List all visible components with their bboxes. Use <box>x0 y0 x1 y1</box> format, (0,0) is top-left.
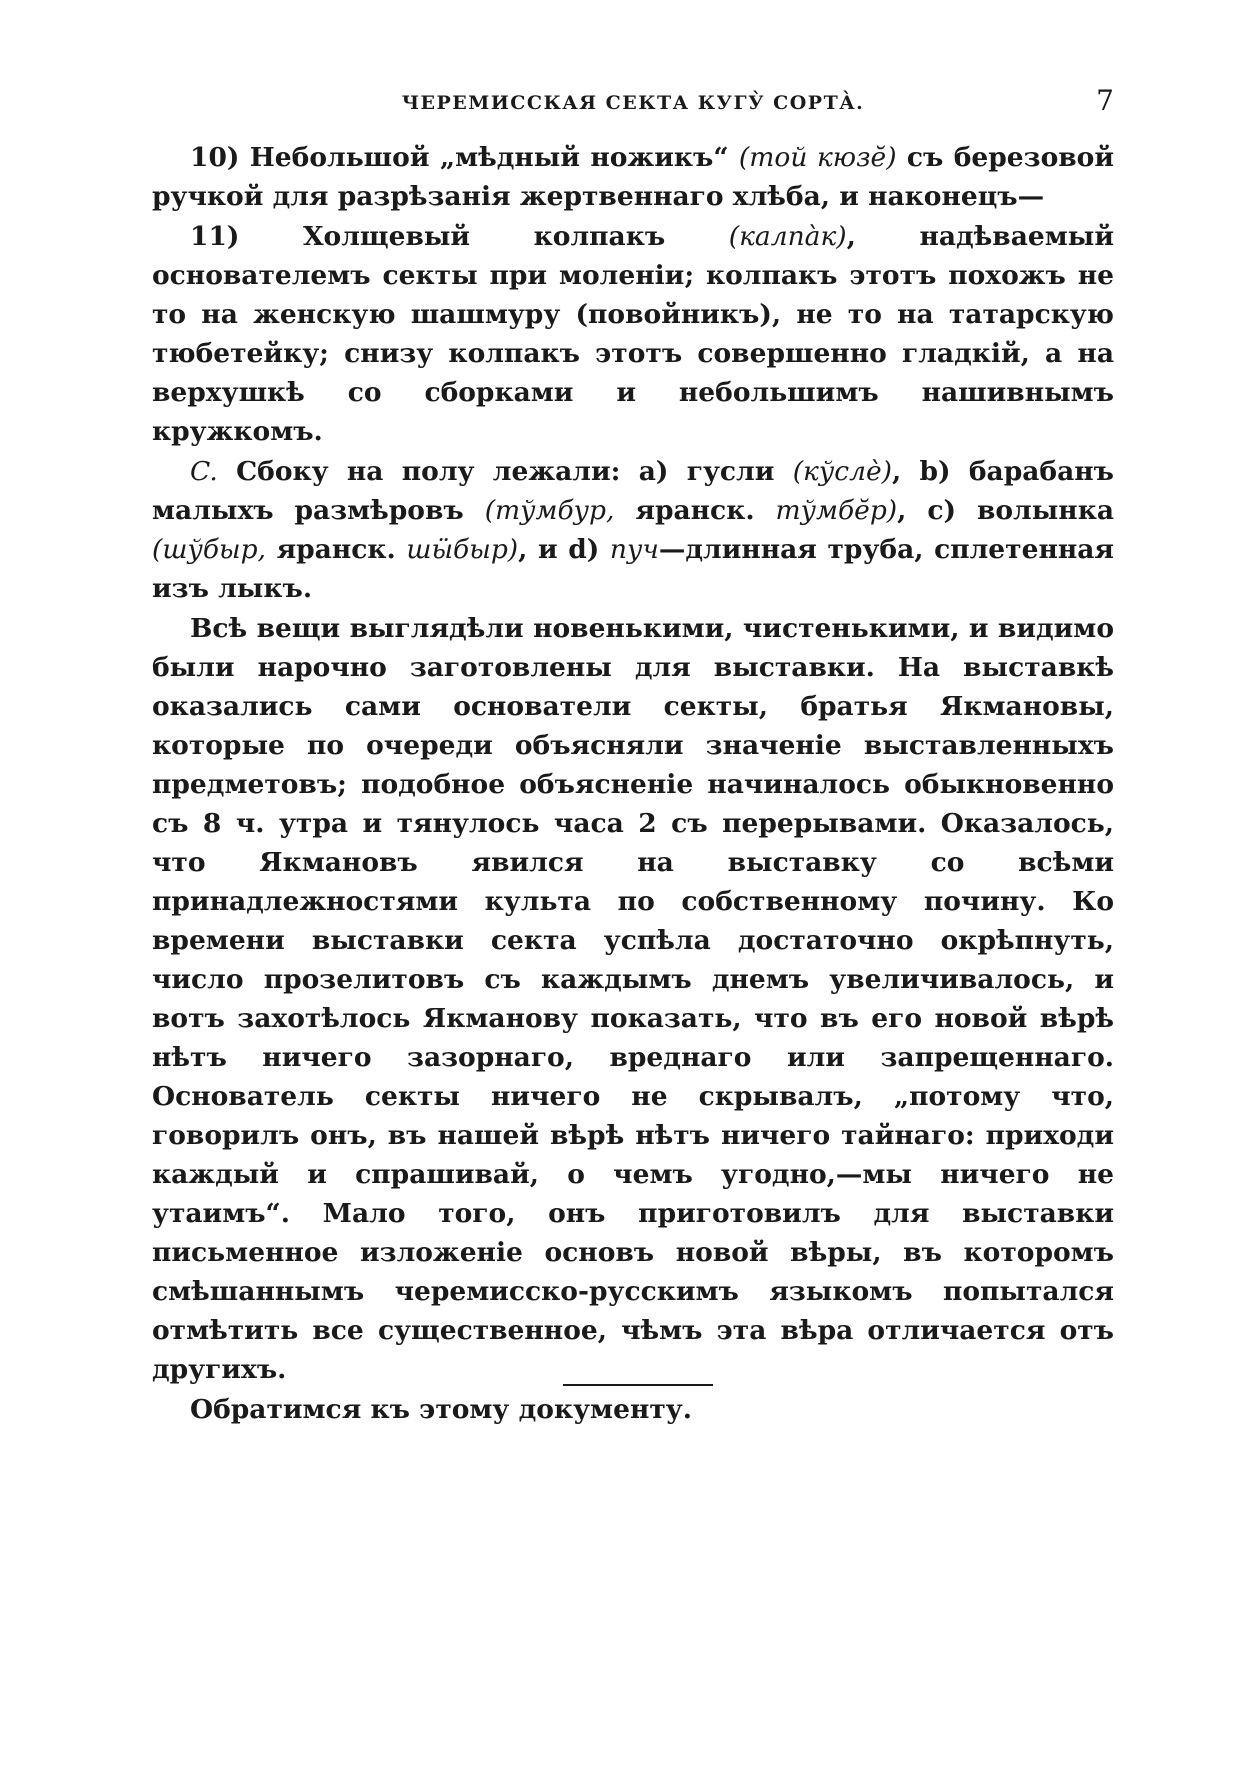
page <box>152 74 1114 1430</box>
term-italic: (кўслѐ) <box>792 456 892 487</box>
paragraph-item-11 <box>152 217 1114 451</box>
section-divider-rule <box>563 1384 713 1386</box>
running-head <box>152 74 1114 118</box>
running-title: ЧЕРЕМИССКАЯ СЕКТА КУГУ̀ СОРТА̀. <box>401 92 865 114</box>
term-italic: (той кюзӗ) <box>738 142 897 173</box>
text-run: Сбоку на полу лежали: а) гусли <box>217 456 793 487</box>
paragraph-closing: Обратимся къ этому документу. <box>190 1394 692 1425</box>
term-italic: шӹбыр) <box>406 534 519 565</box>
term-italic: (тўмбур, <box>484 495 615 526</box>
paragraph-main: Всѣ вещи выглядѣли новенькими, чистенькими, и видимо были нарочно заготовлены для выставки. На выставкѣ оказались сами основатели секты, братья Якмановы, которые по очереди объясняли значеніе выставленныхъ предметовъ; подобное объясненіе начиналось обыкновенно съ 8 ч. утра и тянулось часа 2 съ перерывами. Оказалось, что Якмановъ явился на выставку со всѣми принадлежностями культа по собственному почину. Ко времени выставки секта успѣла достаточно окрѣпнуть, число прозелитовъ съ каждымъ днемъ увеличивалось, и вотъ захотѣлось Якманову показать, что въ его новой вѣрѣ нѣтъ ничего зазорнаго, вреднаго или запрещеннаго. Основатель секты ничего не скрывалъ, „потому что, говорилъ онъ, въ нашей вѣрѣ нѣтъ ничего тайнаго: приходи каждый и спрашивай, о чемъ угодно,—мы ничего не утаимъ“. Мало того, онъ приготовилъ для выставки письменное изложеніе основъ новой вѣры, въ которомъ смѣшаннымъ черемисско-русскимъ языкомъ попытался отмѣтить все существенное, чѣмъ эта вѣра отличается отъ другихъ. <box>152 613 1114 1385</box>
page-number: 7 <box>1096 84 1114 117</box>
paragraph-section-c <box>152 452 1114 608</box>
term-italic: тўмбӗр) <box>775 495 898 526</box>
text-run: , с) волынка <box>897 495 1114 526</box>
section-label: C. <box>190 456 218 487</box>
text-run: —длинная труба, сплетенная изъ лыкъ. <box>152 534 1114 604</box>
text-run: съ березовой ручкой для разрѣзанія жертвеннаго хлѣба, и наконецъ— <box>152 142 1114 212</box>
text-run: яранск. <box>265 534 407 565</box>
term-italic: (шўбыр, <box>152 534 266 565</box>
text-run: яранск. <box>614 495 776 526</box>
term-italic: (калпа̀к) <box>728 221 847 252</box>
text-run: , надѣваемый основателемъ секты при моленіи; колпакъ этотъ похожъ не то на женскую шашмуру (повойникъ), не то на татарскую тюбетейку; снизу колпакъ этотъ совершенно гладкій, а на верхушкѣ со сборками и небольшимъ нашивнымъ кружкомъ. <box>152 221 1114 447</box>
text-run: , b) барабанъ малыхъ размѣровъ <box>152 456 1114 526</box>
text-run: 10) Небольшой „мѣдный ножикъ“ <box>190 142 739 173</box>
paragraph-item-10 <box>152 138 1114 216</box>
text-run: , и d) <box>518 534 610 565</box>
body-text <box>152 138 1114 1429</box>
text-run: 11) Холщевый колпакъ <box>190 221 729 252</box>
term-italic: пуч <box>609 534 659 565</box>
